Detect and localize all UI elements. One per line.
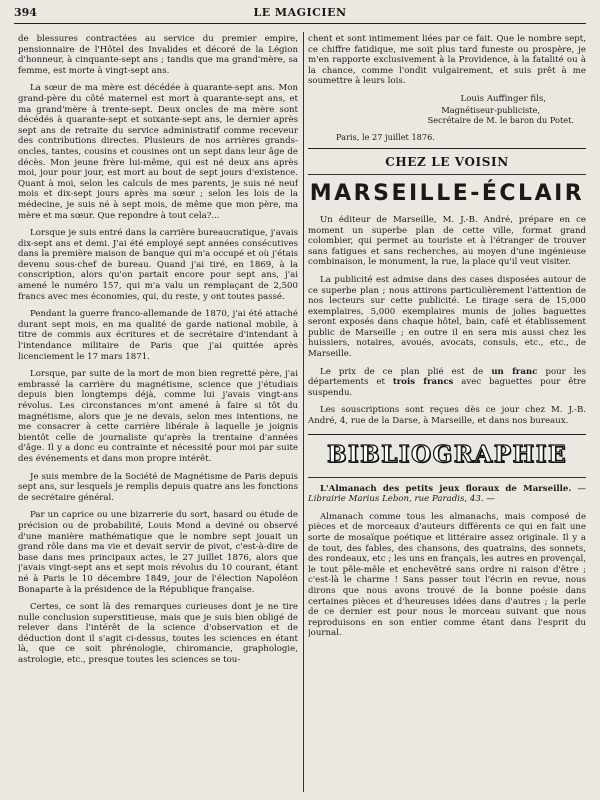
section-rule bbox=[308, 148, 586, 149]
paragraph-marseille-subscriptions: Les souscriptions sont reçues dès ce jour chez M. J.-B. André, 4, rue de la Darse, à Marseille, et dans nos bureaux. bbox=[308, 405, 586, 427]
price-one-franc: un franc bbox=[491, 366, 538, 377]
article-heading bbox=[308, 484, 586, 505]
article-body: Almanach comme tous les almanachs, mais composé de pièces et de morceaux d'auteurs différents ce qui en fait une sorte de mosaïque poétique et littéraire assez originale. Il y a de tout, des fables, des chansons, des quatrains, des sonnets, des rondeaux, etc ; les uns en français, les autres en provençal, le tout pêle-mêle et enchevêtré sans ordre ni raison d'être ; c'est-là le charme ! Sans passer tout l'écrin en revue, nous dirons que nous avons trouvé de la bonne poésie dans certaines pièces et d'heureuses idées dans d'autres ; la perle de ce dernier est pour nous le morceau suivant que nous reproduisons en son entier comme étant dans l'esprit du journal. bbox=[308, 511, 586, 639]
paragraph-remarks: Certes, ce sont là des remarques curieuses dont je ne tire nulle conclusion superstitieuse, mais que je suis bien obligé de relever dans l'intérêt de la science d'observation et de déduction dont il s'agit ci-dessus, toutes les sciences en étant là, que ce soit phrénologie, chiromancie, graphologie, astrologie, etc., presque toutes les sciences se tou- bbox=[18, 602, 298, 666]
paragraph-marseille-price bbox=[308, 367, 586, 399]
paragraph-society: Je suis membre de la Société de Magnétisme de Paris depuis sept ans, sur lesquels je remplis depuis quatre ans les fonctions de secrétaire général. bbox=[18, 471, 298, 503]
signature-title: Secrétaire de M. le baron du Potet. bbox=[427, 115, 574, 126]
signature-role: Magnétiseur-publiciste, bbox=[441, 104, 540, 115]
bibliography-heading: BIBLIOGRAPHIE bbox=[326, 440, 568, 468]
header-rule bbox=[14, 23, 586, 24]
biblio-rule-2 bbox=[308, 477, 586, 478]
page-number: 394 bbox=[14, 6, 37, 19]
left-column bbox=[18, 34, 298, 794]
article-title: L'Almanach des petits jeux floraux de Marseille. bbox=[320, 483, 572, 494]
paragraph-louis-mond: Par un caprice ou une bizarrerie du sort, hasard ou étude de précision ou de probabilité, Louis Mond a deviné ou observé d'une manière mathématique que le nombre sept jouait un grand rôle dans ma vie et devait servir de pivot, c'est-à-dire de base dans mes principaux actes, le 27 juillet 1876, alors que j'avais vingt-sept ans et sept mois révolus du 10 courant, étant né à Paris le 10 décembre 1849, jour de l'élection Napoléon Bonaparte à la présidence de la République française. bbox=[18, 510, 298, 595]
price-three-francs: trois francs bbox=[392, 377, 454, 388]
paragraph-continuation: chent et sont intimement liées par ce fait. Que le nombre sept, ce chiffre fatidique, me soit plus tard funeste ou prospère, je m'en rapporte exclusivement à la Providence, à la fatalité ou à la chance, comme l'ondit vulgairement, et suis prêt à me soumettre à leurs lois. bbox=[308, 34, 586, 87]
article-source: — Librairie Marius Lebon, rue Paradis, 43. — bbox=[308, 483, 586, 505]
price-text-post: avec baguettes pour être suspendu. bbox=[308, 377, 586, 398]
journal-title: LE MAGICIEN bbox=[253, 6, 347, 19]
biblio-rule bbox=[308, 434, 586, 435]
paragraph-family-ages: La sœur de ma mère est décédée à quarante-sept ans. Mon grand-père du côté maternel est mort à quarante-sept ans, et ma grand'mère à trente-sept. Deux oncles de ma mère sont décédés à quarante-sept et soixante-sept ans, le dernier après sept ans de retraite du service administratif comme receveur des contributions directes. Plusieurs de nos arrières grands-oncles, tantes, cousins et cousines ont un sept dans leur âge de décès. Mon jeune frère lui-même, qui est né deux ans après moi, jour pour jour, est mort au bout de sept jours d'existence. Quant à moi, selon les calculs de mes parents, je suis né neuf mois et dix-sept jours après ma sœur ; selon les lois de la médecine, je suis né à sept mois, de même que mon père, ma mère et ma sœur. Que repondre à tout cela?... bbox=[18, 83, 298, 221]
right-column bbox=[308, 34, 586, 794]
paragraph-grandfather: de blessures contractées au service du premier empire, pensionnaire de l'Hôtel des Invalides et décoré de la Légion d'honneur, à cinquante-sept ans ; tandis que ma grand'mère, sa femme, est morte à vingt-sept ans. bbox=[18, 34, 298, 76]
paragraph-marseille-plan: Un éditeur de Marseille, M. J.-B. André, prépare en ce moment un superbe plan de cette ville, format grand colombier, qui permet au touriste et à l'étranger de trouver sans fatigues et sans recherches, au moyen d'une ingénieuse combinaison, le monument, la rue, la place qu'il veut visiter. bbox=[308, 214, 586, 268]
feature-title: MARSEILLE-ÉCLAIR bbox=[309, 180, 585, 206]
page-header bbox=[14, 6, 586, 24]
price-text-pre: Le prix de ce plan plié est de bbox=[320, 366, 484, 377]
paragraph-marseille-advertising: La publicité est admise dans des cases disposées autour de ce superbe plan ; nous attirons particulièrement l'attention de nos lecteurs sur cette publicité. Le tirage sera de 15,000 exemplaires, 5,000 exemplaires munis de jolies baguettes seront exposés dans chaque hôtel, bain, café et établissement public de Marseille ; en outre il en sera mis aussi chez les huissiers, notaires, avoués, avocats, consuls, etc., etc., de Marseille. bbox=[308, 274, 586, 360]
section-rule-2 bbox=[308, 174, 586, 175]
section-heading: CHEZ LE VOISIN bbox=[385, 155, 509, 170]
paragraph-war: Pendant la guerre franco-allemande de 1870, j'ai été attaché durant sept mois, en ma qualité de garde national mobile, à titre de commis aux écritures et de secrétaire d'intendant à l'intendance militaire de Paris que j'ai quittée après licenciement le 17 mars 1871. bbox=[18, 309, 298, 362]
signature-name: Louis Auffinger fils, bbox=[460, 93, 546, 104]
price-text-mid: pour les départements et bbox=[308, 366, 586, 388]
column-divider bbox=[303, 32, 304, 792]
paragraph-magnetism: Lorsque, par suite de la mort de mon bien regretté père, j'ai embrassé la carrière du magnétisme, science que j'étudiais depuis bien longtemps déjà, comme lui j'avais vingt-ans révolus. Les circonstances m'ont amené à faire si tôt du magnétisme, alors que je ne devais, selon mes intentions, ne me consacrer à cette carrière libérale à laquelle je joignis bientôt celle de journaliste qu'après la trentaine d'années d'âge. Il y a donc eu contrainte et nécessité pour moi par suite des événements et dans mon propre intérêt. bbox=[18, 369, 298, 464]
signature-date: Paris, le 27 juillet 1876. bbox=[336, 131, 435, 142]
paragraph-career: Lorsque je suis entré dans la carrière bureaucratique, j'avais dix-sept ans et demi. J'ai été employé sept années consécutives dans la première maison de banque qui m'a occupé et où j'étais devenu sous-chef de bureau. Quand j'ai tiré, en 1869, à la conscription, alors qu'on partait encore pour sept ans, j'ai amené le numéro 157, qui m'a valu un remplaçant de 2,500 francs avec mes économies, qui, du reste, y ont toutes passé. bbox=[18, 228, 298, 302]
